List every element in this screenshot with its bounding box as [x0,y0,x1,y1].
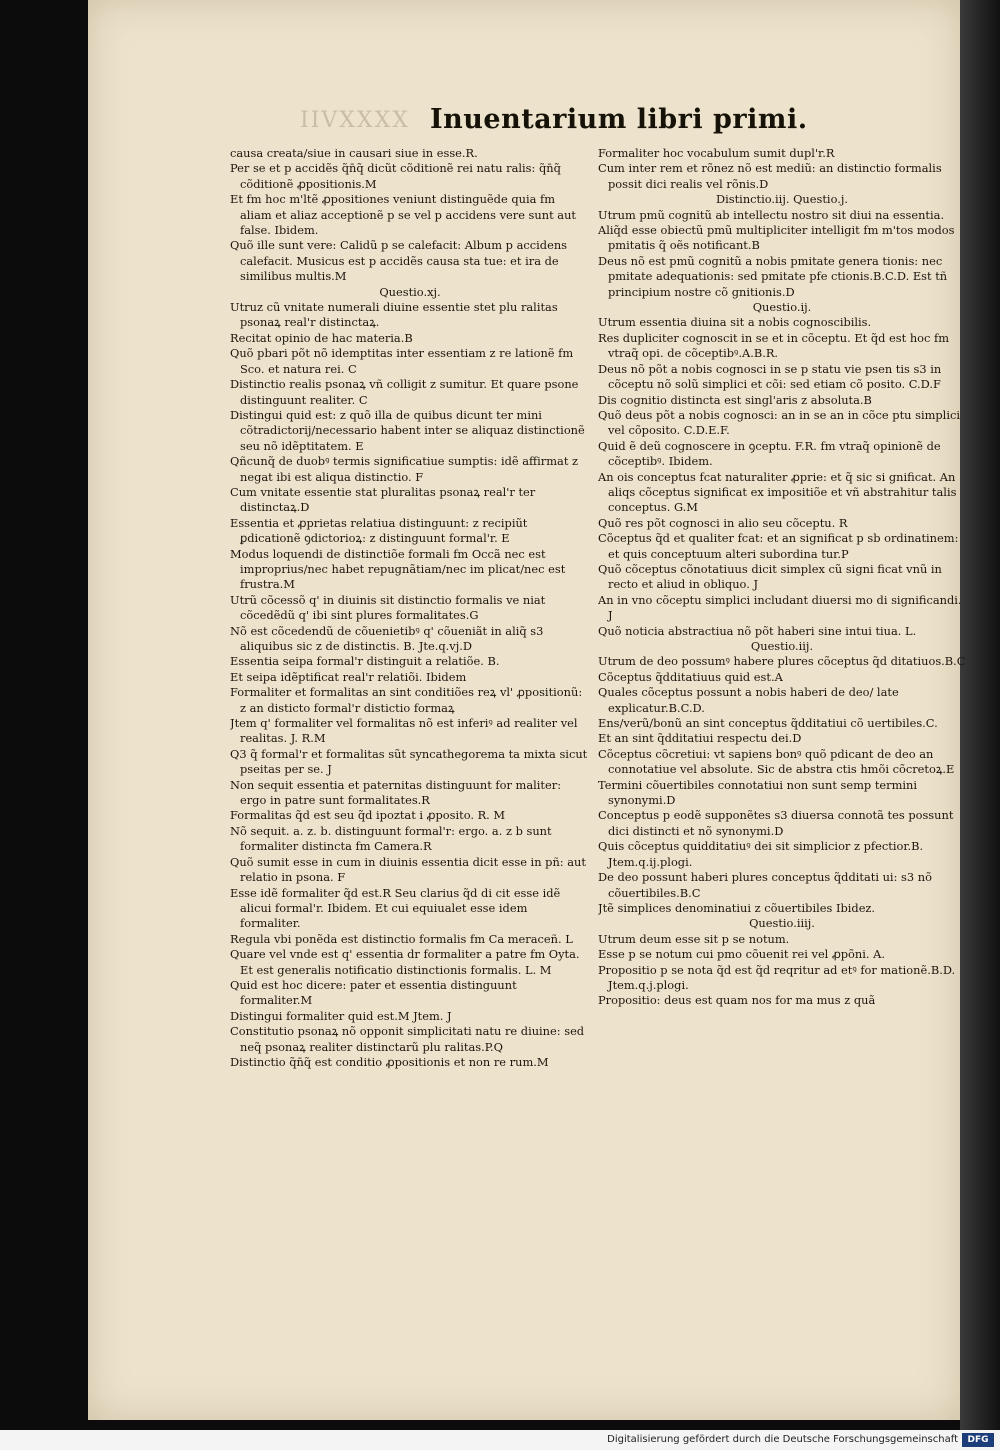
index-entry: Distinctio realis psonaꝝ vñ colligit z sumitur. Et quare psone distinguunt realiter. C [230,377,579,407]
question-heading: Questio.xj. [379,284,441,299]
index-entry: Et an sint q̃dditatiui respectu dei.D [598,731,802,746]
index-entry: Quõ cõceptus cõnotatiuus dicit simplex cũ signi ficat vnũ in recto et aliud in obliquo. J [598,561,942,592]
index-entry: Recitat opinio de hac materia.B [230,330,413,345]
index-entry: Essentia seipa formal'r distinguit a relatiõe. B. [230,654,500,669]
index-entry: Utrũ cõcessõ q' in diuinis sit distinctio formalis ve niat cõcedẽdũ q' ibi sint plures formalitates.G [230,592,546,623]
index-entry: Quõ noticia abstractiua nõ põt haberi sine intui tiua. L. [598,623,917,638]
index-entry: Utrum pmũ cognitũ ab intellectu nostro sit diui na essentia. [598,207,945,222]
index-entry: De deo possunt haberi plures conceptus q̃dditati ui: s3 nõ cõuertibiles.B.C [598,870,932,900]
index-entry: Formaliter hoc vocabulum sumit dupl'r.R [598,146,835,160]
left-column [230,146,590,1216]
index-entry: Modus loquendi de distinctiõe formali fm Occã nec est improprius/nec habet repugnãtiam/nec im plicat/nec est frustra.M [230,546,566,592]
index-entry: Q3 q̃ formal'r et formalitas sũt syncathegorema ta mixta sicut pseitas per se. J [230,746,588,777]
question-heading: Distinctio.iij. Questio.j. [715,192,849,207]
question-heading: Questio.iij. [750,639,814,653]
index-entry: Qñcunq̃ de duobꝰ termis significatiue sumptis: idẽ affirmat z negat ibi est aliqua distinctio. F [230,454,579,484]
dfg-logo-icon: DFG [962,1433,994,1447]
index-entry: Distinctio q̃n̄q̃ est conditio ꝓpositionis et non re rum.M [230,1054,549,1069]
index-entry: Utrum deum esse sit p se notum. [598,931,790,946]
index-entry: Jtẽ simplices denominatiui z cõuertibiles Ibidez. [598,900,876,915]
index-entry: Conceptus p eodẽ supponẽtes s3 diuersa connotã tes possunt dici distincti et nõ synonymi.D [598,808,954,838]
index-entry: Jtem q' formaliter vel formalitas nõ est inferiꝰ ad realiter vel realitas. J. R.M [230,716,578,746]
index-entry: Utruz cũ vnitate numerali diuine essentie stet plu ralitas psonaꝝ real'r distinctaꝝ. [230,300,558,330]
index-entry: Deus nõ põt a nobis cognosci in se p statu vie psen tis s3 in cõceptu nõ solũ simplici et cõi: sed etiam cõ posito. C.D.F [598,361,942,392]
index-entry: An in vno cõceptu simplici includant diuersi mo di significandi. J [598,592,962,623]
index-entry: Essentia et ꝓprietas relatiua distinguunt: z recipiũt ꝑdicationẽ ꝯdictorioꝝ: z distinguunt formal'r. E [230,515,528,546]
index-entry: Formalitas q̃d est seu q̃d ipoztat i ꝓposito. R. M [230,808,506,823]
index-entry: Cum vnitate essentie stat pluralitas psonaꝝ real'r ter distinctaꝝ.D [230,484,536,515]
index-entry: Quare vel vnde est q' essentia dr formaliter a patre fm Oyta. Et est generalis notificatio distinctionis formalis. L. M [230,947,580,977]
index-entry: Quõ sumit esse in cum in diuinis essentia dicit esse in pñ: aut relatio in psona. F [230,854,586,885]
index-entry: Propositio: deus est quam nos for ma mus z quã [598,993,876,1008]
index-entry: Quõ pbari põt nõ idemptitas inter essentiam z re lationẽ fm Sco. et natura rei. C [230,346,574,376]
index-entry: An ois conceptus fcat naturaliter ꝓprie: et q̃ sic si gnificat. An aliqs cõceptus significat ex impositiõe et vñ abstrahitur talis conceptus. G.M [598,469,957,515]
index-entry: Aliq̃d esse obiectũ pmũ multipliciter intelligit fm m'tos modos pmitatis q̃ oẽs notificant.B [598,223,955,253]
index-entry: Utrum essentia diuina sit a nobis cognoscibilis. [598,315,872,330]
index-entry: Quid est hoc dicere: pater et essentia distinguunt formaliter.M [230,977,517,1008]
index-entry: Deus nõ est pmũ cognitũ a nobis pmitate genera tionis: nec pmitate adequationis: sed pmitate pfe ctionis.B.C.D. Est tñ principium nostre cõ gnitionis.D [598,253,948,299]
question-heading: Questio.ij. [752,300,812,315]
index-entry: Cum inter rem et rõnez nõ est mediũ: an distinctio formalis possit dici realis vel rõnis.D [598,161,942,191]
index-entry: Distingui formaliter quid est.M Jtem. J [230,1008,452,1023]
index-entry: Per se et p accidẽs q̃n̄q̃ dicũt cõditionẽ rei natu ralis: q̃n̄q̃ cõditionẽ ꝓpositionis.M [230,161,561,191]
index-entry: Et fm hoc m'ltẽ ꝓpositiones veniunt distinguẽde quia fm aliam et aliaz acceptionẽ p se vel p accidens vere sunt aut false. Ibidem. [230,192,576,238]
index-entry: Regula vbi ponẽda est distinctio formalis fm Ca meraceñ. L [230,931,573,946]
index-entry: Formaliter et formalitas an sint conditiões reꝝ vl' ꝓpositionũ: z an disticto formal'r distictio formaꝝ [230,685,583,715]
index-entry: Nõ sequit. a. z. b. distinguunt formal'r: ergo. a. z b sunt formaliter distincta fm Camera.R [230,823,552,854]
page-header: Inuentarium libri primi. [430,104,808,135]
index-entry: Et seipa idẽptificat real'r relatiõi. Ibidem [230,669,467,684]
index-entry: Cõceptus q̃d et qualiter fcat: et an significat p sb ordinatinem: et quis conceptuum alteri subordina tur.P [598,531,959,561]
index-entry: Quõ deus põt a nobis cognosci: an in se an in cõce ptu simplici vel cõposito. C.D.E.F. [598,407,960,438]
bleed-through-header: IIVXXXX [300,108,410,133]
index-entry: Constitutio psonaꝝ nõ opponit simplicitati natu re diuine: sed neq̃ psonaꝝ realiter distinctarũ plu ralitas.P.Q [230,1024,585,1054]
index-entry: Non sequit essentia et paternitas distinguunt for maliter: ergo in patre sunt formalitates.R [230,777,562,808]
index-entry: Quõ res põt cognosci in alio seu cõceptu. R [598,515,848,530]
index-entry: Utrum de deo possumꝰ habere plures cõceptus q̃d ditatiuos.B.C [598,654,966,669]
index-entry: Nõ est cõcedendũ de cõuenietibꝰ q' cõueniãt in aliq̃ s3 aliquibus sic z de distinctis. B. Jte.q.vj.D [230,623,544,653]
index-entry: Quales cõceptus possunt a nobis haberi de deo/ late explicatur.B.C.D. [598,685,899,715]
index-entry: Termini cõuertibiles connotatiui non sunt semp termini synonymi.D [598,777,918,808]
funding-notice: Digitalisierung gefördert durch die Deutsche Forschungsgemeinschaft [607,1434,958,1445]
index-entry: Cõceptus cõcretiui: vt sapiens bonꝰ quõ pdicant de deo an connotatiue vel absolute. Sic de abstra ctis hmõi cõcretoꝝ.E [598,746,955,777]
index-entry: Quid ẽ deũ cognoscere in ꝯceptu. F.R. fm vtraq̃ opinionẽ de cõceptibꝰ. Ibidem. [598,438,941,469]
index-entry: Quõ ille sunt vere: Calidũ p se calefacit: Album p accidens calefacit. Musicus est p accidẽs causa sta tue: et ira de similibus multis.M [230,238,567,284]
index-entry: Esse p se notum cui pmo cõuenit rei vel ꝓpõni. A. [598,947,885,962]
page-edge [960,0,1000,1430]
index-entry: Dis cognitio distincta est singl'aris z absoluta.B [598,392,872,407]
index-entry: causa creata/siue in causari siue in esse.R. [230,146,478,160]
index-entry: Cõceptus q̃dditatiuus quid est.A [598,669,783,684]
question-heading: Questio.iiij. [749,916,815,931]
right-column [598,146,966,1216]
index-entry: Distingui quid est: z quõ illa de quibus dicunt ter mini cõtradictorij/necessario habent inter se aliquaz distinctionẽ seu nõ idẽptitatem. E [230,407,585,453]
index-entry: Quis cõceptus quidditatiuꝰ dei sit simplicior z pfectior.B. Jtem.q.ij.plogi. [598,839,924,869]
index-entry: Res dupliciter cognoscit in se et in cõceptu. Et q̃d est hoc fm vtraq̃ opi. de cõceptibꝰ.A.B.R. [598,330,950,361]
index-entry: Propositio p se nota q̃d est q̃d reqritur ad etꝰ for mationẽ.B.D. Jtem.q.j.plogi. [598,962,956,992]
index-entry: Esse idẽ formaliter q̃d est.R Seu clarius q̃d di cit esse idẽ alicui formal'r. Ibidem. Et cui equiualet esse idem formaliter. [230,885,561,931]
index-entry: Ens/verũ/bonũ an sint conceptus q̃dditatiui cõ uertibiles.C. [598,716,938,731]
